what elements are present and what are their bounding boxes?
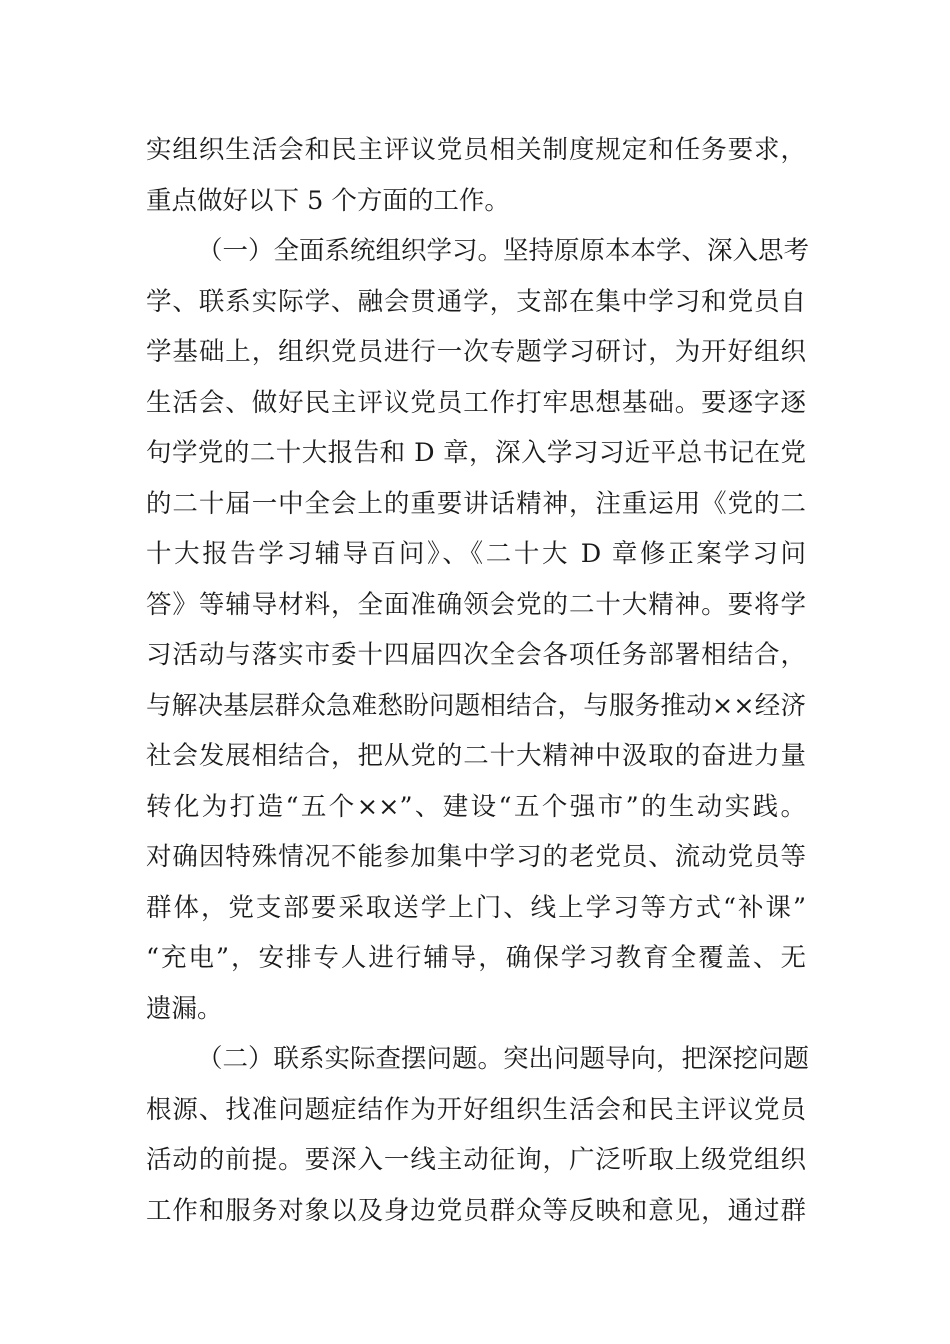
text-line: 重点做好以下 5 个方面的工作。 [146, 185, 510, 216]
text-line: 根源、找准问题症结作为开好组织生活会和民主评议党员 [146, 1094, 806, 1125]
text-line: 习活动与落实市委十四届四次全会各项任务部署相结合， [146, 640, 806, 670]
text-line: 社会发展相结合，把从党的二十大精神中汲取的奋进力量 [146, 741, 806, 771]
text-line: 的二十届一中全会上的重要讲话精神，注重运用《党的二 [146, 488, 806, 519]
text-line: “充电”，安排专人进行辅导，确保学习教育全覆盖、无 [146, 943, 806, 973]
paragraph-section-2 [146, 1034, 810, 1236]
text-line: 对确因特殊情况不能参加集中学习的老党员、流动党员等 [146, 842, 806, 872]
text-line: 学、联系实际学、融会贯通学，支部在集中学习和党员自 [146, 286, 806, 317]
document-body [146, 125, 810, 1236]
text-line: 句学党的二十大报告和 D 章，深入学习习近平总书记在党 [146, 438, 806, 468]
text-line: 学基础上，组织党员进行一次专题学习研讨，为开好组织 [146, 337, 806, 367]
section-heading-line: （一）全面系统组织学习。坚持原原本本学、深入思考 [197, 236, 810, 266]
text-line: 与解决基层群众急难愁盼问题相结合，与服务推动××经济 [146, 690, 806, 721]
paragraph-intro [146, 125, 806, 226]
text-line: 实组织生活会和民主评议党员相关制度规定和任务要求， [146, 135, 806, 165]
text-line: 工作和服务对象以及身边党员群众等反映和意见，通过群 [146, 1195, 806, 1226]
text-line: 活动的前提。要深入一线主动征询，广泛听取上级党组织 [146, 1145, 806, 1175]
paragraph-section-1 [146, 226, 810, 1034]
text-line: 生活会、做好民主评议党员工作打牢思想基础。要逐字逐 [146, 387, 806, 418]
section-heading-line: （二）联系实际查摆问题。突出问题导向，把深挖问题 [197, 1044, 810, 1074]
text-line: 遗漏。 [146, 993, 223, 1024]
text-line: 群体，党支部要采取送学上门、线上学习等方式“补课” [146, 892, 806, 923]
text-line: 答》等辅导材料，全面准确领会党的二十大精神。要将学 [146, 589, 806, 620]
text-line: 十大报告学习辅导百问》、《二十大 D 章修正案学习问 [146, 539, 806, 569]
text-line: 转化为打造“五个××”、建设“五个强市”的生动实践。 [146, 791, 806, 822]
